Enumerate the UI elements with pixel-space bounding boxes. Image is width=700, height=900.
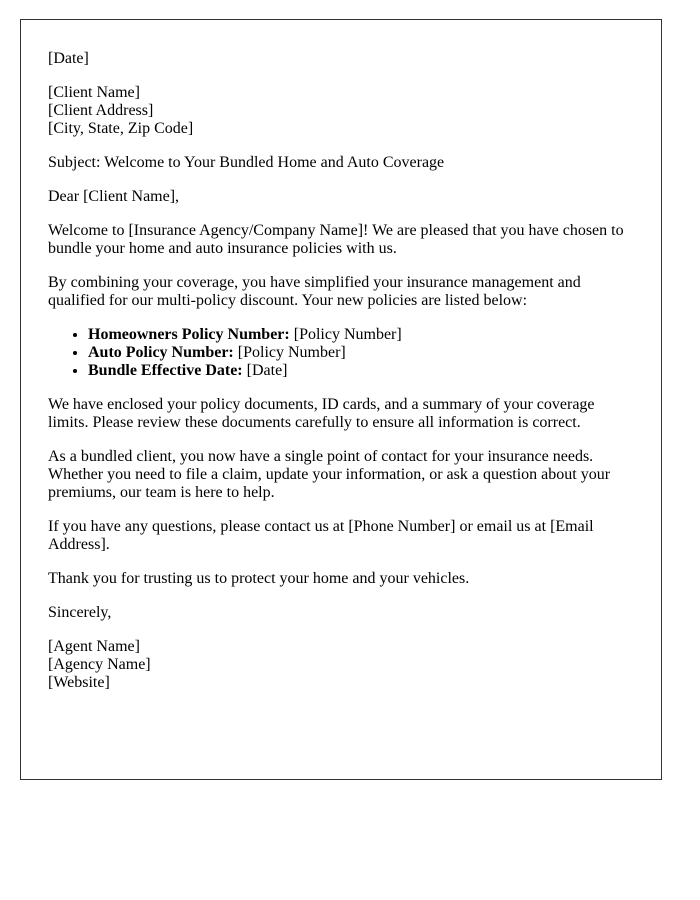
signature-agent-name: [Agent Name] (48, 638, 140, 655)
paragraph-welcome: Welcome to [Insurance Agency/Company Name]! We are pleased that you have chosen to bundle your home and auto insurance policies with us. (48, 222, 624, 257)
policy-label: Homeowners Policy Number: (88, 326, 290, 343)
paragraph-questions-contact: If you have any questions, please contact us at [Phone Number] or email us at [Email Address]. (48, 518, 594, 553)
policy-label: Bundle Effective Date: (88, 362, 243, 379)
policy-value: [Policy Number] (293, 326, 402, 343)
signature-block (48, 638, 634, 692)
date-line: [Date] (48, 50, 89, 67)
paragraph-single-contact: As a bundled client, you now have a single point of contact for your insurance needs. Whether you need to file a claim, update your information, or ask a question about your premiums, our team is here to help. (48, 448, 611, 501)
paragraph-thank-you: Thank you for trusting us to protect your home and your vehicles. (48, 570, 470, 587)
paragraph-bundling: By combining your coverage, you have simplified your insurance management and qualified for our multi-policy discount. Your new policies are listed below: (48, 274, 581, 309)
list-item-auto-policy (88, 344, 634, 362)
list-item-bundle-effective-date (88, 362, 634, 380)
policy-list (48, 326, 634, 380)
signature-website: [Website] (48, 674, 110, 691)
policy-value: [Date] (246, 362, 288, 379)
subject-line: Subject: Welcome to Your Bundled Home and Auto Coverage (48, 154, 445, 171)
recipient-city-state-zip: [City, State, Zip Code] (48, 120, 194, 137)
policy-label: Auto Policy Number: (88, 344, 234, 361)
recipient-name: [Client Name] (48, 84, 140, 101)
signature-agency-name: [Agency Name] (48, 656, 151, 673)
closing: Sincerely, (48, 604, 112, 621)
list-item-homeowners-policy (88, 326, 634, 344)
policy-value: [Policy Number] (237, 344, 346, 361)
letter-document (20, 19, 662, 780)
recipient-address: [Client Address] (48, 102, 154, 119)
salutation: Dear [Client Name], (48, 188, 180, 205)
recipient-block (48, 84, 634, 138)
paragraph-enclosed-documents: We have enclosed your policy documents, ID cards, and a summary of your coverage limits. Please review these documents carefully to ensure all information is correct. (48, 396, 595, 431)
